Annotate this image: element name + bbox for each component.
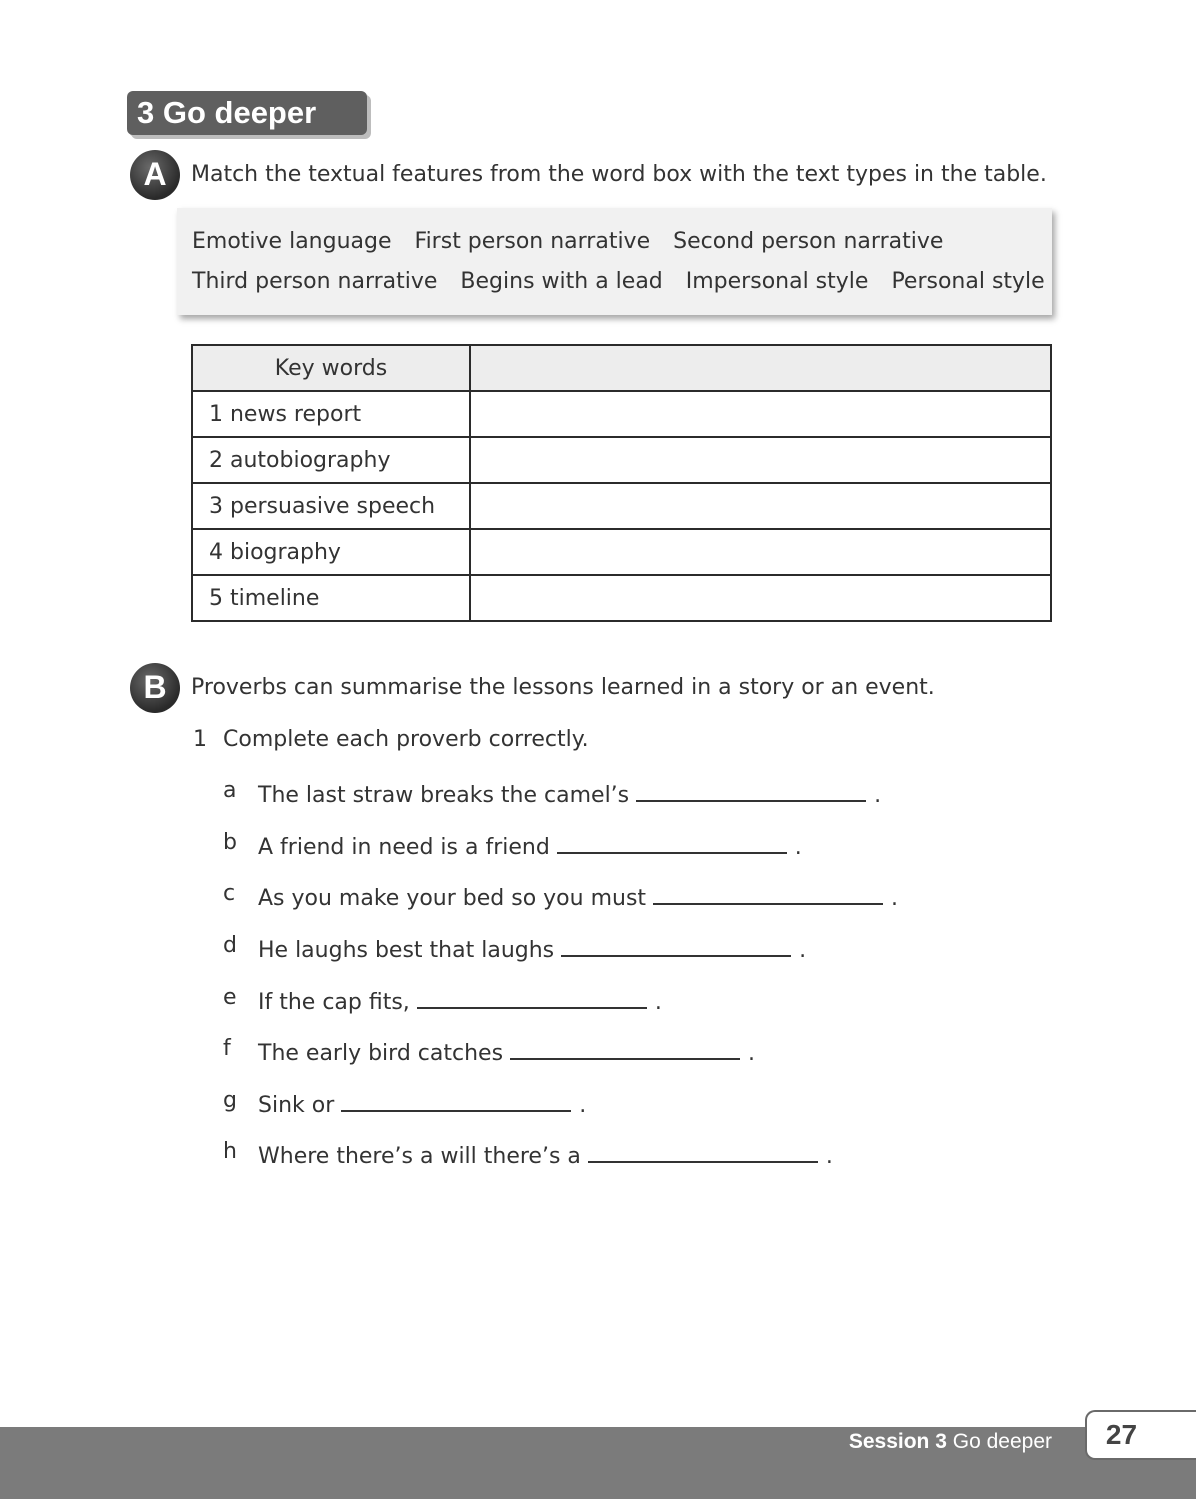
proverb-item bbox=[258, 1088, 586, 1118]
proverb-end: . bbox=[891, 886, 899, 911]
item-letter: c bbox=[223, 881, 236, 906]
table-cell-text-type: 5 timeline bbox=[192, 575, 470, 621]
proverb-text: A friend in need is a friend bbox=[258, 835, 550, 860]
table-header-key-words: Key words bbox=[192, 345, 470, 391]
word-box-item: Second person narrative bbox=[673, 229, 944, 254]
table-cell-text-type: 3 persuasive speech bbox=[192, 483, 470, 529]
question-text: Complete each proverb correctly. bbox=[223, 727, 589, 752]
proverb-end: . bbox=[579, 1093, 587, 1118]
proverb-end: . bbox=[654, 990, 662, 1015]
answer-blank[interactable] bbox=[557, 830, 787, 854]
proverb-text: As you make your bed so you must bbox=[258, 886, 647, 911]
badge-b-icon: B bbox=[130, 663, 180, 713]
proverb-text: The last straw breaks the camel’s bbox=[258, 783, 630, 808]
proverb-text: He laughs best that laughs bbox=[258, 938, 555, 963]
proverb-end: . bbox=[794, 835, 802, 860]
item-letter: d bbox=[223, 933, 237, 958]
table-cell-text-type: 1 news report bbox=[192, 391, 470, 437]
word-box-item: Personal style bbox=[891, 269, 1045, 294]
table-header-row bbox=[192, 345, 1051, 391]
answer-blank[interactable] bbox=[510, 1036, 740, 1060]
proverb-text: Where there’s a will there’s a bbox=[258, 1144, 581, 1169]
table-row bbox=[192, 529, 1051, 575]
proverb-item bbox=[258, 778, 881, 808]
table-cell-answer[interactable] bbox=[470, 437, 1051, 483]
item-letter: h bbox=[223, 1139, 237, 1164]
answer-blank[interactable] bbox=[341, 1088, 571, 1112]
table-row bbox=[192, 391, 1051, 437]
table-cell-answer[interactable] bbox=[470, 483, 1051, 529]
footer-session-label bbox=[849, 1430, 1052, 1454]
item-letter: f bbox=[223, 1036, 231, 1061]
table-cell-text-type: 4 biography bbox=[192, 529, 470, 575]
instruction-b: Proverbs can summarise the lessons learned in a story or an event. bbox=[191, 675, 935, 700]
proverb-item bbox=[258, 985, 662, 1015]
item-letter: b bbox=[223, 830, 237, 855]
proverb-text: If the cap fits, bbox=[258, 990, 410, 1015]
proverb-item bbox=[258, 1036, 755, 1066]
answer-blank[interactable] bbox=[636, 778, 866, 802]
proverb-end: . bbox=[799, 938, 807, 963]
table-row bbox=[192, 437, 1051, 483]
table-cell-answer[interactable] bbox=[470, 391, 1051, 437]
footer-session-number: Session 3 bbox=[848, 1430, 947, 1453]
word-box bbox=[177, 208, 1052, 315]
proverb-text: The early bird catches bbox=[258, 1041, 504, 1066]
table-header-answer bbox=[470, 345, 1051, 391]
word-box-row-1 bbox=[192, 226, 1052, 266]
answer-blank[interactable] bbox=[417, 985, 647, 1009]
instruction-a: Match the textual features from the word box with the text types in the table. bbox=[191, 162, 1047, 187]
footer-session-title: Go deeper bbox=[952, 1430, 1052, 1453]
table-cell-answer[interactable] bbox=[470, 575, 1051, 621]
proverb-end: . bbox=[748, 1041, 756, 1066]
page-number: 27 bbox=[1085, 1410, 1196, 1460]
proverb-end: . bbox=[874, 783, 882, 808]
word-box-item: Impersonal style bbox=[685, 269, 869, 294]
table-cell-answer[interactable] bbox=[470, 529, 1051, 575]
proverb-text: Sink or bbox=[258, 1093, 335, 1118]
proverb-item bbox=[258, 881, 898, 911]
word-box-item: Third person narrative bbox=[192, 269, 438, 294]
word-box-row-2 bbox=[192, 266, 1052, 306]
question-number: 1 bbox=[193, 727, 207, 752]
answer-blank[interactable] bbox=[561, 933, 791, 957]
proverb-end: . bbox=[825, 1144, 833, 1169]
item-letter: g bbox=[223, 1088, 237, 1113]
answer-blank[interactable] bbox=[588, 1139, 818, 1163]
answer-blank[interactable] bbox=[653, 881, 883, 905]
section-title: 3 Go deeper bbox=[127, 91, 367, 135]
badge-a-icon: A bbox=[130, 150, 180, 200]
key-words-table bbox=[191, 344, 1052, 622]
proverb-item bbox=[258, 933, 806, 963]
word-box-item: Emotive language bbox=[192, 229, 392, 254]
item-letter: a bbox=[223, 778, 237, 803]
table-row bbox=[192, 575, 1051, 621]
item-letter: e bbox=[223, 985, 237, 1010]
proverb-item bbox=[258, 830, 802, 860]
proverb-item bbox=[258, 1139, 833, 1169]
word-box-item: Begins with a lead bbox=[460, 269, 663, 294]
table-row bbox=[192, 483, 1051, 529]
table-cell-text-type: 2 autobiography bbox=[192, 437, 470, 483]
word-box-item: First person narrative bbox=[414, 229, 651, 254]
